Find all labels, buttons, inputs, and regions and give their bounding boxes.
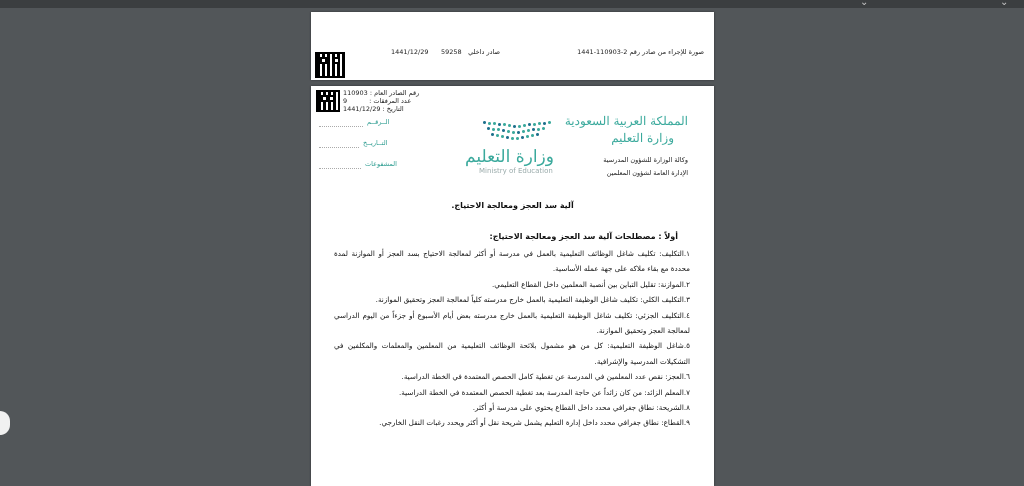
meta-date-label: التاريخ : — [382, 105, 404, 113]
logo-dot — [517, 131, 520, 134]
logo-dot — [512, 131, 515, 134]
general-number-label: رقم الصادر العام : — [369, 89, 420, 97]
arrow-icon[interactable]: ⌄ — [1000, 0, 1009, 8]
viewer-toolbar — [0, 0, 1024, 8]
meta-date-value: 1441/12/29 — [343, 105, 381, 113]
document-page-1 — [311, 12, 714, 80]
document-page-2 — [311, 86, 714, 486]
logo-dot — [543, 122, 546, 125]
attachments-value: 9 — [343, 97, 348, 105]
logo-dot — [502, 129, 505, 132]
divider — [319, 168, 361, 169]
logo-dot — [511, 137, 514, 140]
logo-dot — [503, 123, 506, 126]
page1-date: 1441/12/29 — [391, 48, 429, 56]
logo-dot — [487, 127, 490, 130]
list-item: ٧.المعلم الزائد: من كان زائداً عن حاجة المدرسة بعد تغطية الحصص المعتمدة في الخطة الدراسية. — [399, 387, 690, 397]
agency-name: وكالة الوزارة للشؤون المدرسية — [603, 156, 688, 164]
internal-outgoing-number: 59258 — [441, 48, 462, 56]
section-heading: أولاً : مصطلحات آلية سد العجز ومعالجة الاحتياج: — [489, 232, 678, 241]
logo-dot — [527, 129, 530, 132]
list-item: ١.التكليف: تكليف شاغل الوظائف التعليمية بالعمل في مدرسة أو أكثر لمعالجة الاحتياج بسد العجز أو الموازنة لمدة محددة مع بقاء ملاكه على جهة عمله الأساسية. — [334, 249, 690, 274]
logo-dot — [523, 124, 526, 127]
logo-dot — [526, 135, 529, 138]
logo-english-text: Ministry of Education — [479, 167, 553, 175]
logo-dot — [542, 127, 545, 130]
list-item: ٤.التكليف الجزئي: تكليف شاغل الوظيفة التعليمية بالعمل خارج مدرسته بعض أيام الأسبوع أو جزءاً من اليوم الدراسي لمعالجة العجز وتحقيق الموازنة. — [334, 310, 690, 336]
logo-dot — [497, 128, 500, 131]
field-number-label: الــرقــم — [367, 118, 390, 126]
terms-list — [334, 246, 690, 431]
list-item: ٨.الشريحة: نطاق جغرافي محدد داخل القطاع يحتوي على مدرسة أو أكثر. — [472, 403, 690, 413]
logo-dot — [483, 121, 486, 124]
internal-outgoing-label: صادر داخلي — [468, 48, 500, 56]
logo-dot — [492, 128, 495, 131]
logo-dot — [538, 122, 541, 125]
directorate-name: الإدارة العامة لشؤون المعلمين — [606, 169, 688, 177]
list-item: ٢.الموازنة: تقليل التباين بين أنصبة المعلمين داخل القطاع التعليمي. — [491, 279, 690, 289]
logo-dot — [498, 123, 501, 126]
logo-dot — [532, 128, 535, 131]
logo-dot — [493, 122, 496, 125]
ministry-name: وزارة التعليم — [611, 131, 674, 145]
divider — [319, 147, 359, 148]
qr-code-icon — [316, 90, 340, 112]
logo-dot — [536, 133, 539, 136]
logo-dot — [516, 137, 519, 140]
general-number-row — [343, 89, 419, 97]
logo-dot — [537, 128, 540, 131]
sidebar-toggle-button[interactable] — [0, 411, 10, 435]
attachments-label: عدد المرفقات : — [369, 97, 412, 105]
logo-dot — [548, 121, 551, 124]
logo-arabic-text: وزارة التعليم — [465, 147, 554, 167]
field-attachments-label: المشفوعات — [365, 160, 397, 168]
copy-reference: صورة للإجراء من صادر رقم 2-110903-1441 — [577, 48, 704, 56]
logo-dot — [501, 135, 504, 138]
logo-dot — [488, 122, 491, 125]
document-title: آلية سد العجز ومعالجة الاحتياج. — [451, 201, 574, 210]
logo-dot — [507, 130, 510, 133]
logo-dot — [533, 123, 536, 126]
divider — [319, 126, 363, 127]
field-date-label: التــاريــخ — [363, 139, 388, 147]
logo-dot — [522, 130, 525, 133]
kingdom-name: المملكة العربية السعودية — [564, 114, 688, 128]
logo-dot — [513, 125, 516, 128]
attachments-row — [343, 97, 411, 105]
logo-dot — [496, 134, 499, 137]
ministry-logo — [459, 113, 569, 173]
arrow-icon[interactable]: ⌄ — [860, 0, 869, 8]
logo-dot — [518, 125, 521, 128]
list-item: ٦.العجز: نقص عدد المعلمين في المدرسة عن تغطية كامل الحصص المعتمدة في الخطة الدراسية. — [401, 372, 690, 382]
logo-dot — [506, 136, 509, 139]
list-item: ٩.القطاع: نطاق جغرافي محدد داخل إدارة التعليم يشمل شريحة نقل أو أكثر ويحدد رغبات النقل الخارجي. — [379, 418, 690, 428]
list-item: ٥.شاغل الوظيفة التعليمية: كل من هو مشمول بلائحة الوظائف التعليمية من المعلمين والمعلمات والمكلفين في التشكيلات المدرسية والإشرافية. — [334, 341, 690, 366]
meta-date-row — [343, 105, 404, 113]
logo-dot — [531, 134, 534, 137]
qr-code-icon — [315, 52, 345, 78]
list-item: ٣.التكليف الكلي: تكليف شاغل الوظيفة التعليمية بالعمل خارج مدرسته كلياً لمعالجة العجز وتحقيق الموازنة. — [375, 295, 690, 305]
logo-dot — [508, 124, 511, 127]
logo-dot — [491, 133, 494, 136]
logo-dot — [521, 136, 524, 139]
general-number-value: 110903 — [343, 89, 368, 97]
logo-dot — [528, 123, 531, 126]
